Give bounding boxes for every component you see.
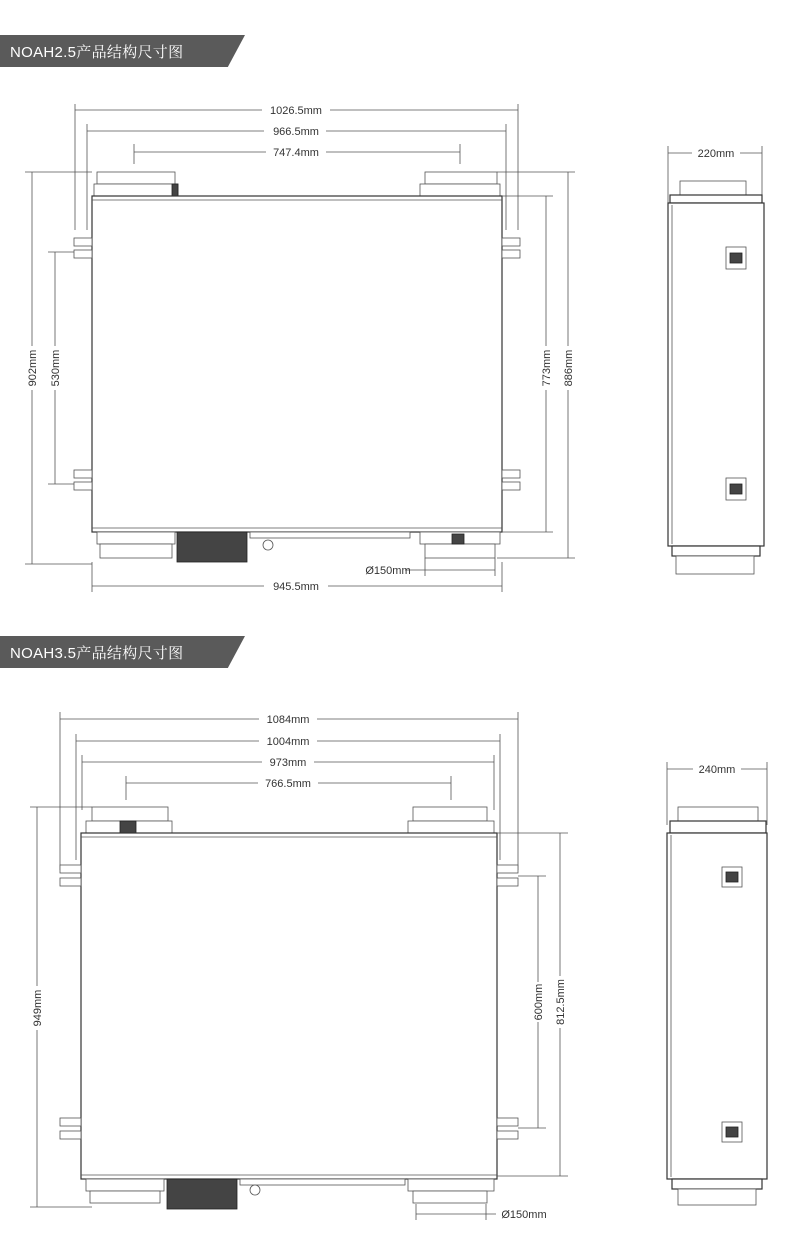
- dim-label: 1084mm: [266, 714, 310, 726]
- dim-duct: [365, 558, 495, 577]
- dim-top-766: [126, 776, 451, 800]
- dim-label: 1004mm: [266, 736, 310, 748]
- dim-right-886: [497, 172, 575, 558]
- dim-label: 973mm: [269, 757, 307, 769]
- section-2-title: NOAH3.5产品结构尺寸图: [10, 644, 184, 662]
- unit-body-front: [92, 196, 502, 532]
- unit-body-front: [81, 833, 497, 1179]
- dim-duct: [416, 1204, 547, 1221]
- section-1-title: NOAH2.5产品结构尺寸图: [10, 43, 184, 61]
- dim-top-747: [134, 144, 460, 164]
- dim-label: 812.5mm: [555, 979, 567, 1025]
- dim-label: 902mm: [27, 349, 39, 387]
- dim-label: 1026.5mm: [270, 105, 322, 117]
- dim-label: 220mm: [697, 148, 735, 160]
- side-view-noah35: [667, 762, 767, 1205]
- dim-label: 773mm: [541, 349, 553, 387]
- dim-label: 240mm: [698, 764, 736, 776]
- dim-label: 945.5mm: [273, 581, 319, 593]
- dim-label: 747.4mm: [273, 147, 319, 159]
- dim-label: Ø150mm: [501, 1209, 547, 1221]
- dim-bottom-945: [92, 562, 502, 593]
- dim-left-530: [48, 252, 74, 484]
- dim-label: 886mm: [563, 349, 575, 387]
- noah25-drawing: [0, 0, 790, 610]
- dim-right-600: [518, 876, 546, 1128]
- dim-label: 530mm: [50, 349, 62, 387]
- dim-label: 766.5mm: [265, 778, 311, 790]
- dim-label: 966.5mm: [273, 126, 319, 138]
- dim-label: 600mm: [533, 983, 545, 1021]
- side-view-noah25: [668, 146, 764, 574]
- dim-label: Ø150mm: [365, 565, 411, 577]
- dim-label: 949mm: [32, 989, 44, 1027]
- noah35-drawing: [0, 610, 790, 1246]
